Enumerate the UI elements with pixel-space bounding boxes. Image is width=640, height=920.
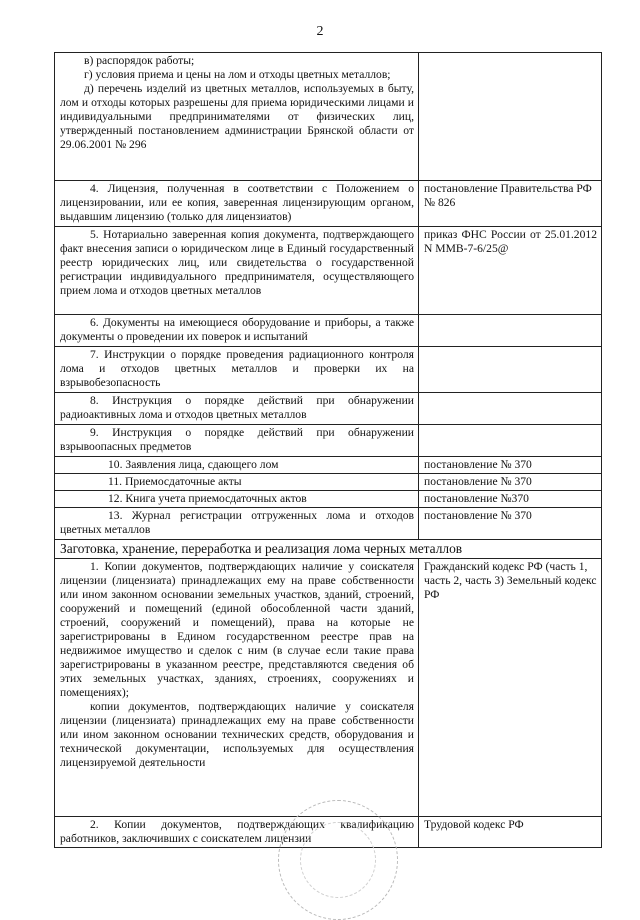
seal-stamp-inner (300, 822, 376, 898)
document-text: 12. Книга учета приемосдаточных актов (108, 492, 307, 505)
document-text: 11. Приемосдаточные акты (108, 475, 242, 488)
basis-cell (419, 393, 602, 425)
document-text: в) распорядок работы; (84, 54, 195, 67)
document-text: 5. Нотариально заверенная копия документа, подтверждающего факт внесения записи о юридическом лице в Единый государственный реестр юридических лиц, или свидетельства о государственной регистрации индивидуального предпринимателя, осуществляющего прием лома и отходов цветных металлов (60, 228, 414, 297)
section-header-row (55, 540, 602, 559)
section-title: Заготовка, хранение, переработка и реализация лома черных металлов (55, 540, 602, 559)
document-text: 7. Инструкции о порядке проведения радиационного контроля лома и отходов цветных металлов и проверки их на взрывобезопасность (60, 348, 414, 389)
page-number: 2 (316, 24, 324, 39)
basis-cell: приказ ФНС России от 25.01.2012 N ММВ-7-6/25@ (419, 227, 602, 315)
basis-cell: постановление № 370 (419, 457, 602, 474)
requirements-table (54, 52, 602, 848)
document-cell (55, 559, 419, 817)
table-row (55, 347, 602, 393)
table-row (55, 227, 602, 315)
table-row (55, 559, 602, 817)
document-cell (55, 491, 419, 508)
document-cell (55, 474, 419, 491)
document-cell (55, 457, 419, 474)
document-cell (55, 347, 419, 393)
document-cell (55, 227, 419, 315)
table-row (55, 457, 602, 474)
basis-cell: постановление № 370 (419, 508, 602, 540)
basis-cell: постановление Правительства РФ № 826 (419, 181, 602, 227)
table-row (55, 53, 602, 181)
table-row (55, 181, 602, 227)
document-text: 13. Журнал регистрации отгруженных лома и отходов цветных металлов (60, 509, 414, 536)
document-cell (55, 425, 419, 457)
document-cell (55, 181, 419, 227)
document-text: д) перечень изделий из цветных металлов, используемых в быту, лом и отходы которых разрешены для приема юридическими лицами и индивидуальными предпринимателями от физических лиц, утвержденный постановлением администрации Брянской области от 29.06.2001 № 296 (60, 82, 414, 151)
basis-cell (419, 425, 602, 457)
basis-cell: постановление №370 (419, 491, 602, 508)
document-text: 10. Заявления лица, сдающего лом (108, 458, 279, 471)
basis-cell (419, 315, 602, 347)
document-text: 9. Инструкция о порядке действий при обнаружении взрывоопасных предметов (60, 426, 414, 453)
document-cell (55, 315, 419, 347)
basis-cell (419, 53, 602, 181)
document-text: 2. Копии документов, подтверждающих квалификацию работников, заключивших с соискателем лицензии (60, 818, 414, 845)
document-text: копии документов, подтверждающих наличие у соискателя лицензии (лицензиата) принадлежащих ему на праве собственности или ином законном основании технических средств, оборудования и технической документации, используемых для осуществления лицензируемой деятельности (60, 700, 414, 769)
document-cell (55, 53, 419, 181)
document-text: 4. Лицензия, полученная в соответствии с Положением о лицензировании, или ее копия, заверенная лицензирующим органом, выдавшим лицензию (только для лицензиатов) (60, 182, 414, 223)
table-row (55, 393, 602, 425)
table-row (55, 474, 602, 491)
basis-cell (419, 347, 602, 393)
basis-cell: Гражданский кодекс РФ (часть 1, часть 2, часть 3) Земельный кодекс РФ (419, 559, 602, 817)
table-row (55, 425, 602, 457)
document-text: 1. Копии документов, подтверждающих наличие у соискателя лицензии (лицензиата) принадлежащих ему на праве собственности или ином законном основании земельных участков, зданий, строений, сооружений и помещений (единой обособленной части зданий, строений, сооружений и помещений), права на которые не зарегистрированы в Едином государственном реестре прав на недвижимое имущество и сделок с ним (в случае если такие права зарегистрированы в указанном реестре, представляются сведения об этих земельных участках, зданиях, строениях, сооружениях и помещениях); (60, 560, 414, 699)
document-cell (55, 508, 419, 540)
document-text: г) условия приема и цены на лом и отходы цветных металлов; (84, 68, 391, 81)
document-cell (55, 393, 419, 425)
document-text: 6. Документы на имеющиеся оборудование и приборы, а также документы о проведении их поверок и испытаний (60, 316, 414, 343)
basis-cell: Трудовой кодекс РФ (419, 817, 602, 848)
table-row (55, 315, 602, 347)
document-text: 8. Инструкция о порядке действий при обнаружении радиоактивных лома и отходов цветных металлов (60, 394, 414, 421)
table-row (55, 491, 602, 508)
basis-cell: постановление № 370 (419, 474, 602, 491)
table-row (55, 508, 602, 540)
